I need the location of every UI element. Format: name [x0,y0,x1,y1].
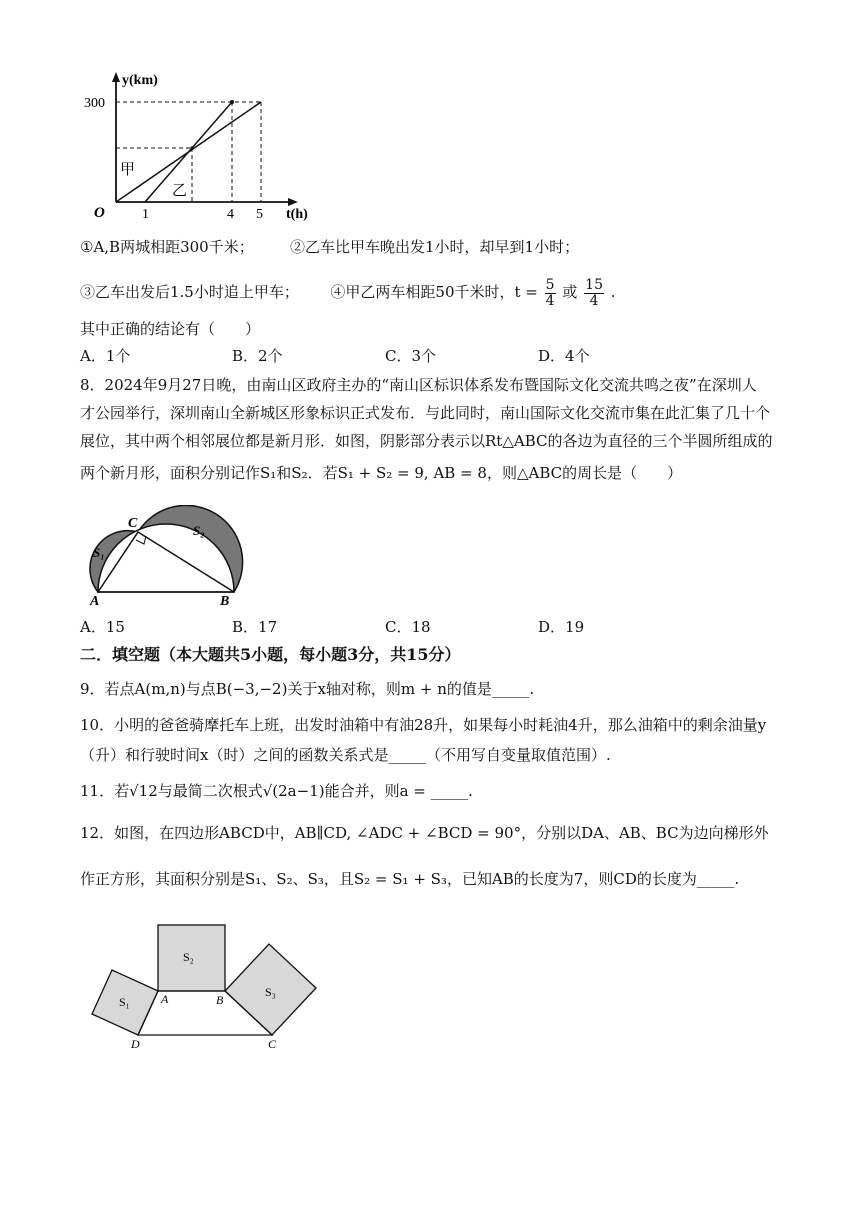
q7-option-b[interactable]: B．2个 [232,347,283,365]
line-jia-label: 甲 [120,162,136,178]
q7-period: . [610,283,616,301]
label-S2-fig: S₂ [183,950,194,964]
q8-line-1: 8．2024年9月27日晚，由南山区政府主办的“南山区标识体系发布暨国际文化交流共鸣之夜”在深圳人 [80,376,757,394]
label-B: B [220,594,230,609]
q7-statement-3: ③乙车出发后1.5小时追上甲车； [80,283,299,301]
q7-statement-4-prefix: ④甲乙两车相距50千米时，t = [330,283,538,301]
q7-or: 或 [562,283,578,301]
label-C-fig: C [268,1037,277,1051]
label-S3-fig: S₃ [265,985,276,999]
q11-text: 11．若√12与最简二次根式√(2a−1)能合并，则a = _____. [80,782,473,800]
q10-line-2: （升）和行驶时间x（时）之间的函数关系式是_____（不用写自变量取值范围）. [80,746,611,764]
q8-option-a[interactable]: A．15 [80,618,125,636]
t-tick-1: 1 [142,207,149,222]
fraction-5-4: $\frac{5}{4}$ [545,276,555,309]
crescent-figure [80,505,250,610]
origin-label: O [94,205,105,221]
q12-line-2: 作正方形，其面积分别是S₁、S₂、S₃，且S₂ = S₁ + S₃，已知AB的长度为7，则CD的长度为_____. [80,870,740,888]
q8-line-3: 展位，其中两个相邻展位都是新月形．如图，阴影部分表示以Rt△ABC的各边为直径的三个半圆所组成的 [80,432,773,450]
t-tick-4: 4 [227,207,234,222]
label-S2: S₂ [193,523,205,538]
q10-line-1: 10．小明的爸爸骑摩托车上班，出发时油箱中有油28升，如果每小时耗油4升，那么油箱中的剩余油量y [80,716,767,734]
t-axis-label: t(h) [286,207,308,222]
label-B-fig: B [216,993,224,1007]
label-D-fig: D [131,1037,140,1051]
q8-option-b[interactable]: B．17 [232,618,278,636]
q8-line-4: 两个新月形，面积分别记作S₁和S₂．若S₁ + S₂ = 9, AB = 8，则△ABC的周长是（ ） [80,464,683,482]
label-C: C [128,516,138,531]
q8-options [80,616,780,638]
fraction-15-4: $\frac{15}{4}$ [585,276,603,309]
q7-option-a[interactable]: A．1个 [80,347,131,365]
q7-option-c[interactable]: C．3个 [385,347,437,365]
q7-options [80,345,780,367]
q7-statement-2: ②乙车比甲车晚出发1小时，却早到1小时； [290,238,580,256]
q8-option-d[interactable]: D．19 [538,618,585,636]
trapezoid-squares-figure [85,915,335,1055]
distance-time-graph [80,70,320,225]
line-yi-label: 乙 [172,183,188,199]
section-2-title: 二．填空题（本大题共5小题，每小题3分，共15分） [80,645,461,664]
label-S1: S₁ [93,545,105,560]
label-A: A [90,594,100,609]
label-S1-fig: S₁ [119,995,130,1009]
q7-row-3-4 [80,272,616,312]
line-yi [145,102,232,202]
q7-option-d[interactable]: D．4个 [538,347,590,365]
q9-text: 9．若点A(m,n)与点B(−3,−2)关于x轴对称，则m + n的值是_____. [80,680,535,698]
t-tick-5: 5 [256,207,263,222]
q7-question: 其中正确的结论有（ ） [80,320,261,338]
y-axis-label: y(km) [122,73,158,88]
y-tick-300: 300 [84,96,105,111]
q7-statement-1: ①A,B两城相距300千米； [80,238,254,256]
q8-line-2: 才公园举行，深圳南山全新城区形象标识正式发布．与此同时，南山国际文化交流市集在此汇集了几十个 [80,404,771,422]
q8-option-c[interactable]: C．18 [385,618,431,636]
label-A-fig: A [161,992,169,1006]
q12-line-1: 12．如图，在四边形ABCD中，AB∥CD, ∠ADC + ∠BCD = 90°，分别以DA、AB、BC为边向梯形外 [80,824,769,842]
